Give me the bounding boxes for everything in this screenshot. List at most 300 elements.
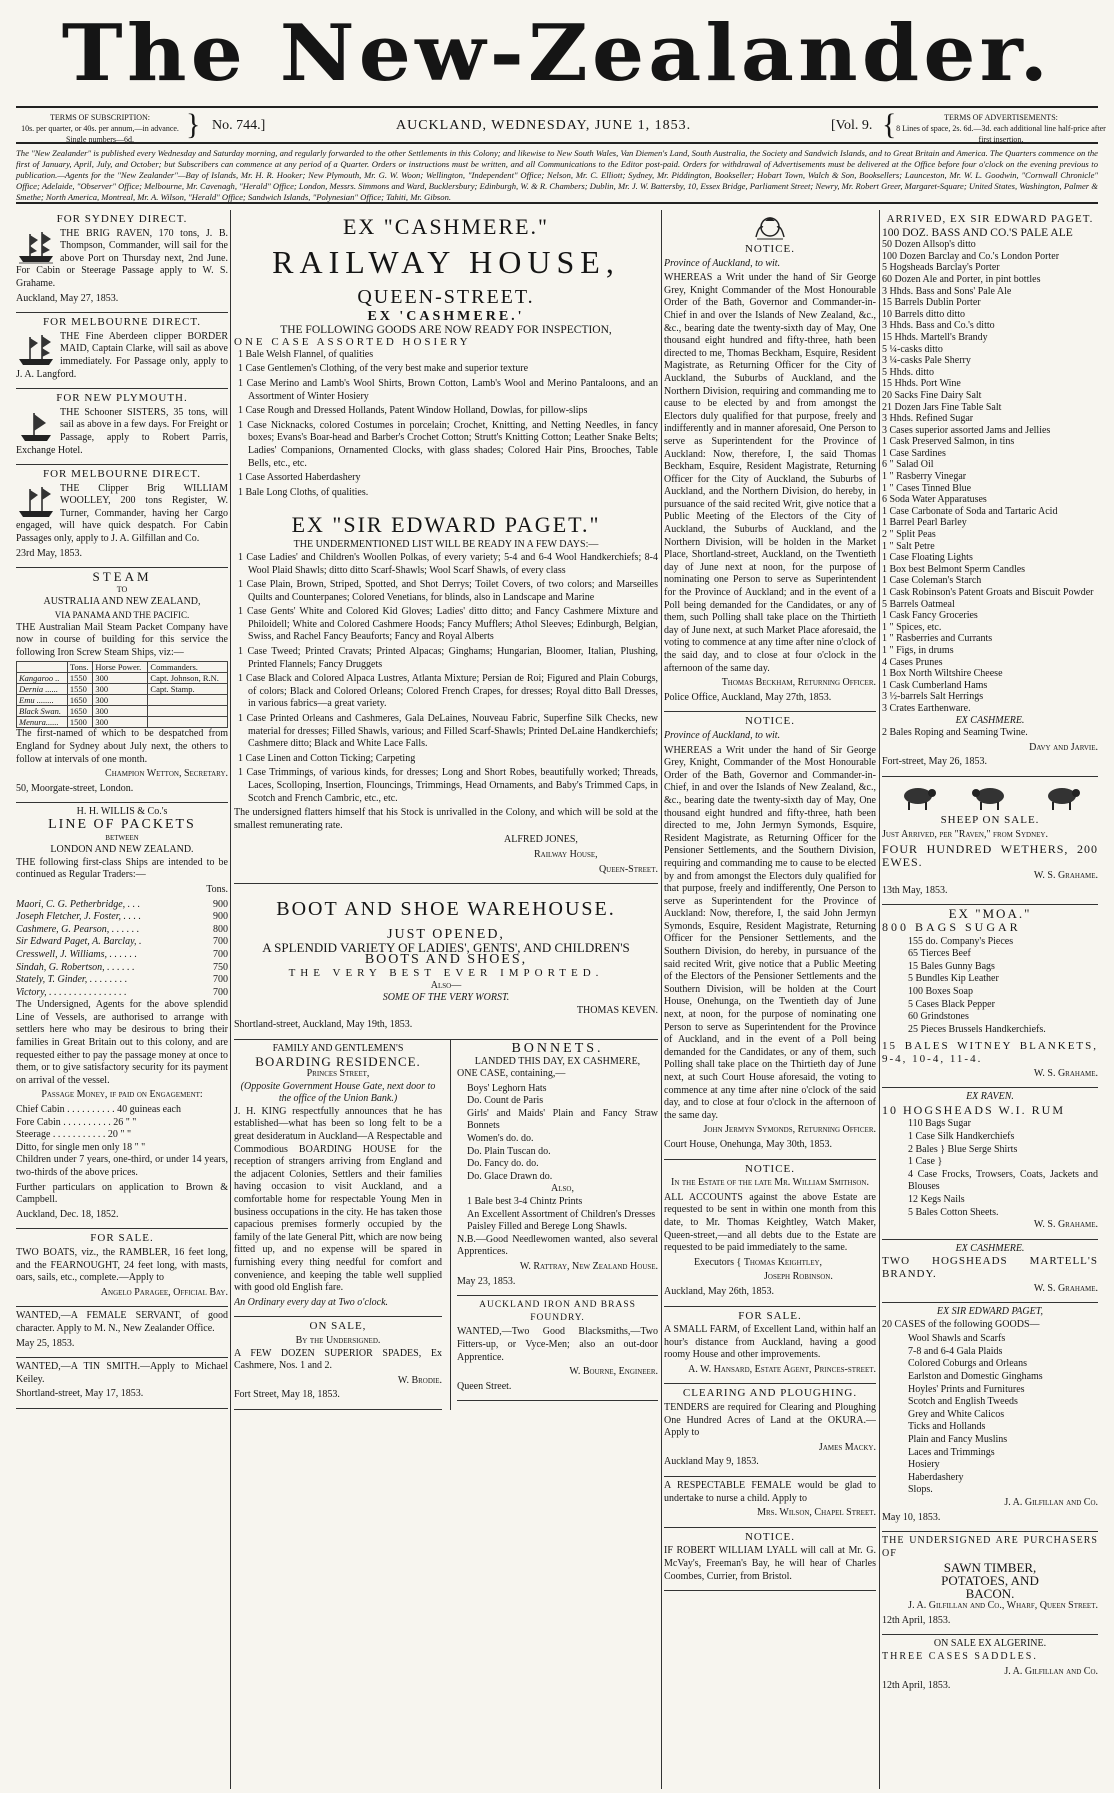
ad-notice-lyall	[664, 1528, 876, 1591]
ship-tons: 700	[213, 948, 228, 960]
list-item: Scotch and English Tweeds	[908, 1396, 1018, 1408]
ad-signature: Davy and Jarvie.	[1029, 741, 1098, 753]
ad-body: The undersigned flatters himself that his Stock is unrivalled in the Colony, and which will be sold at the smallest remunerating rate.	[234, 807, 658, 831]
ad-heading: FOR SYDNEY DIRECT.	[56, 213, 188, 225]
list-item: 60 Dozen Ale and Porter, in pint bottles	[882, 273, 1041, 285]
ad-body: THE Schooner SISTERS, 35 tons, will sail as above in a few days. For Freight or Passage, apply to Robert Parris, Exchange Hotel.	[16, 406, 228, 456]
royal-arms-icon	[753, 213, 787, 241]
ad-date: May 10, 1853.	[882, 1511, 941, 1523]
ad-signature: ALFRED JONES,	[504, 834, 578, 846]
ad-subheading: Just Arrived, per "Raven," from Sydney.	[882, 828, 1048, 840]
ad-heading: EX "MOA."	[948, 906, 1032, 922]
list-item: 1 Case Merino and Lamb's Wool Shirts, Brown Cotton, Lamb's Wool and Merino Pantaloons, and an Assortment of Winter Hosiery	[238, 377, 658, 402]
ad-date: Auckland, Dec. 18, 1852.	[16, 1208, 119, 1220]
ad-notice-symonds	[664, 712, 876, 1159]
list-item: Do. Glace Drawn do.	[467, 1170, 553, 1182]
ad-signature: J. A. Gilfillan and Co.	[1004, 1497, 1098, 1508]
list-item: 4 Case Frocks, Trowsers, Coats, Jackets and Blouses	[908, 1168, 1098, 1193]
ad-date: Shortland-street, Auckland, May 19th, 1853.	[234, 1019, 413, 1031]
ship-icon	[16, 230, 56, 264]
list-item	[16, 936, 228, 949]
list-item: 6 Soda Water Apparatuses	[882, 494, 987, 506]
advert-terms	[896, 112, 1106, 145]
list-item: 1 Case Assorted Haberdashery	[238, 472, 361, 484]
table-cell: Emu ........	[17, 695, 68, 706]
list-item: 5 Bales Cotton Sheets.	[908, 1206, 999, 1218]
list-item: 1 Case Ladies' and Children's Woollen Polkas, of every variety; 5-4 and 6-4 Wool Handkerchiefs; 8-4 Wool Plaid Shawls; ditto ditto Scarf-Shawls; Wool Scarf Shawls, of every class	[238, 551, 658, 576]
column-2-right	[450, 1040, 658, 1410]
list-item: 1 Case Rough and Dressed Hollands, Patent Window Holland, Dowlas, for pillow-slips	[238, 405, 588, 417]
list-item	[16, 974, 228, 987]
table-row	[17, 695, 228, 706]
ad-heading: QUEEN-STREET.	[357, 286, 535, 308]
ad-subheading: By the Undersigned.	[295, 1334, 381, 1346]
ad-date: May 25, 1853.	[16, 1337, 75, 1349]
list-item	[16, 962, 228, 975]
ad-subheading: Province of Auckland, to wit.	[664, 729, 781, 741]
table-header: Commanders.	[148, 662, 228, 673]
list-item: 1 Cask Fancy Groceries	[882, 610, 978, 622]
fare-list	[16, 1104, 228, 1154]
list-item: Slops.	[908, 1484, 933, 1496]
ad-timber	[882, 1532, 1098, 1635]
list-item: 10 Barrels ditto ditto	[882, 308, 966, 320]
ad-heading: LINE OF PACKETS	[48, 816, 196, 832]
list-item: 1 Case Black and Colored Alpaca Lustres, Atlanta Mixture; Persian de Roi; Figured and Plain Coburgs, of colors; Black and Colored Orleans; Colored French Crapes, for dresses; Royal ditto Ball Dresses, in various fabrics—a great variety.	[238, 673, 658, 710]
ad-heading: CLEARING AND PLOUGHING.	[682, 1387, 858, 1400]
ad-heading: ON SALE EX ALGERINE.	[933, 1638, 1047, 1650]
ad-signature: W. S. Grahame.	[1033, 1067, 1098, 1079]
subscription-head: TERMS OF SUBSCRIPTION:	[49, 113, 151, 122]
sheep-illustration	[882, 783, 1098, 811]
list-item: 50 Dozen Allsop's ditto	[882, 239, 976, 251]
ad-tin-smith	[16, 1358, 228, 1409]
ad-body: ONE CASE, containing,—	[457, 1068, 566, 1080]
ad-subheading: Passage Money, if paid on Engagement:	[41, 1089, 203, 1101]
ship-name: Cresswell, J. Williams, . . . . . .	[16, 948, 138, 960]
ad-signature: W. S. Grahame.	[1033, 1219, 1098, 1231]
ad-body: THE UNDERSIGNED ARE PURCHASERS OF	[882, 1535, 1098, 1559]
ad-body: SAWN TIMBER,	[943, 1560, 1037, 1576]
ad-signature: Thomas Keightley,	[743, 1256, 823, 1268]
ad-subheading: BOOTS AND SHOES,	[364, 952, 528, 968]
ship-icon	[16, 333, 56, 367]
list-item: Do. Fancy do. do.	[467, 1158, 539, 1170]
ad-nurse	[664, 1477, 876, 1528]
ship-list	[16, 899, 228, 1000]
list-item: 4 Cases Prunes	[882, 656, 943, 668]
ad-heading: FOR SALE.	[90, 1232, 154, 1245]
ad-notice-beckham	[664, 210, 876, 712]
ad-body: 15 BALES WITNEY BLANKETS, 9-4, 10-4, 11-4.	[882, 1040, 1098, 1065]
list-item: 2 Bales } Blue Serge Shirts	[908, 1143, 1018, 1155]
ad-body: Children under 7 years, one-third, or under 14 years, two-thirds of the above prices.	[16, 1154, 228, 1178]
ship-icon	[16, 409, 56, 443]
ad-body: TENDERS are required for Clearing and Ploughing One Hundred Acres of Land at the OKURA.—Apply to	[664, 1402, 876, 1439]
list-item: 15 Hhds. Port Wine	[882, 378, 961, 390]
column-2-lower	[234, 1040, 658, 1410]
goods-list	[234, 349, 658, 500]
brace-icon: }	[186, 108, 201, 141]
ship-name: Stately, T. Ginder, . . . . . . . .	[16, 974, 128, 986]
ad-subheading: THE FOLLOWING GOODS ARE NOW READY FOR INSPECTION,	[280, 323, 612, 336]
ad-heading: BONNETS.	[511, 1040, 604, 1056]
list-item: 1 Bale Welsh Flannel, of qualities	[238, 348, 374, 360]
ad-heading: RAILWAY HOUSE,	[272, 244, 620, 280]
ad-subheading: EX 'CASHMERE.'	[367, 309, 525, 324]
ad-subheading: EX CASHMERE.	[955, 714, 1025, 726]
ad-subheading: THE VERY BEST EVER IMPORTED.	[288, 966, 604, 979]
ad-date: May 23, 1853.	[457, 1275, 516, 1287]
sheep-icon	[898, 783, 938, 811]
ad-signature: Angelo Paragee, Official Bay.	[100, 1286, 228, 1298]
ad-heading: SHEEP ON SALE.	[940, 813, 1040, 826]
fleet-table	[16, 661, 228, 728]
ad-date: Shortland-street, May 17, 1853.	[16, 1388, 144, 1400]
sheep-icon	[1042, 783, 1082, 811]
table-cell: 1650	[67, 706, 92, 717]
ad-subheading: In the Estate of the late Mr. William Smithson.	[671, 1177, 869, 1189]
table-cell: Kangaroo ..	[17, 673, 68, 684]
ad-heading: FOR NEW PLYMOUTH.	[56, 392, 188, 405]
table-cell: Capt. Johnson, R.N.	[148, 673, 228, 684]
goods-list	[457, 1083, 658, 1234]
ship-tons: 700	[213, 986, 228, 998]
ad-heading: FAMILY AND GENTLEMEN'S	[272, 1042, 404, 1054]
ad-body: Further particulars on application to Brown & Campbell.	[16, 1181, 228, 1206]
ad-heading: EX "CASHMERE."	[342, 214, 550, 239]
ad-date: Queen Street.	[457, 1380, 512, 1392]
ad-date: Auckland, May 27, 1853.	[16, 292, 119, 304]
list-item: 1 Case Floating Lights	[882, 552, 973, 564]
ad-heading: TO	[116, 584, 128, 594]
ad-body: The Undersigned, Agents for the above splendid Line of Vessels, are authorised to arrange with settlers here who may be desirous to bring their families in Great Britain out to this colony, and are requested either to pay the passage money at once to them, or to give satisfactory security for its payment on arrival of the vessel.	[16, 999, 228, 1086]
ad-date: Fort Street, May 18, 1853.	[234, 1389, 340, 1401]
list-item: 1 Case Printed Orleans and Cashmeres, Gala DeLaines, Nouveau Fabric, Superfine Silk Checks, new material for dresses; Filled Shawls, various; and Filled Scarf-Shawls; Printed DeLaine Handkerchiefs; Cashmere ditto; Black and White Lace Falls.	[238, 713, 658, 750]
ad-date: 12th April, 1853.	[882, 1614, 951, 1626]
list-item: 1 Case Gents' White and Colored Kid Gloves; Ladies' ditto ditto; and Fancy Cashmere Mixture and Philoidell; White and Colored Cashmere Hoods; Fancy Mufflers; Athol Sleeves; Edinburgh, Belgian, Swiss, and Rachel Fancy Beauforts; Fancy and Royal Alberts	[238, 606, 658, 643]
ship-name: Maori, C. G. Petherbridge, . . .	[16, 898, 141, 910]
ad-new-plymouth	[16, 389, 228, 465]
ad-signature: John Jermyn Symonds, Returning Officer.	[703, 1124, 876, 1136]
ad-signature: Mrs. Wilson, Chapel Street.	[757, 1507, 876, 1519]
table-cell	[148, 706, 228, 717]
list-item: 155 do. Company's Pieces	[908, 935, 1014, 947]
ad-saddles	[882, 1635, 1098, 1699]
ad-martell-brandy	[882, 1240, 1098, 1303]
advert-text: 8 Lines of space, 2s. 6d.—3d. each additional line half-price after first insertion.	[896, 124, 1106, 144]
ad-heading: BOOT AND SHOE WAREHOUSE.	[276, 898, 616, 921]
column-rule	[230, 210, 231, 1789]
column-2	[234, 210, 658, 1789]
ad-subheading: 800 BAGS SUGAR	[882, 920, 1021, 935]
ad-signature: W. Bourne, Engineer.	[569, 1366, 658, 1378]
ad-signature: Railway House,	[534, 848, 598, 860]
goods-list	[882, 1333, 1098, 1497]
ad-subheading: JUST OPENED,	[387, 927, 505, 943]
list-item: 1 Box best Belmont Sperm Candles	[882, 563, 1026, 575]
table-cell: 300	[93, 706, 148, 717]
list-item: Boys' Leghorn Hats	[467, 1082, 547, 1094]
ad-body: THE Fine Aberdeen clipper BORDER MAID, Captain Clarke, will sail as above immediately. For Passage only, apply to J. A. Langford.	[16, 330, 228, 380]
ad-boarding-residence	[234, 1040, 442, 1317]
list-item: 1 Cask Preserved Salmon, in tins	[882, 436, 1015, 448]
ad-date: Auckland May 9, 1853.	[664, 1456, 759, 1468]
ad-steam	[16, 568, 228, 803]
ship-tons: 800	[213, 923, 228, 935]
ship-name: Cashmere, G. Pearson, . . . . . .	[16, 923, 140, 935]
ship-name: Joseph Fletcher, J. Foster, . . . .	[16, 911, 141, 923]
ad-signature: W. Brodie.	[397, 1374, 442, 1386]
ad-heading: FOR MELBOURNE DIRECT.	[43, 316, 201, 329]
ad-subheading: LANDED THIS DAY, EX CASHMERE,	[474, 1055, 641, 1067]
ad-body: An Ordinary every day at Two o'clock.	[234, 1296, 389, 1308]
ad-body: Also—	[430, 979, 462, 991]
list-item: 12 Kegs Nails	[908, 1193, 965, 1205]
ad-heading: NOTICE.	[744, 1530, 796, 1543]
sheep-icon	[970, 783, 1010, 811]
ad-heading: NOTICE.	[744, 1162, 796, 1175]
list-item: 3 Hhds. Bass and Sons' Pale Ale	[882, 285, 1012, 297]
list-item: 5 Hhds. ditto	[882, 366, 934, 378]
list-item: 1 Bale best 3-4 Chintz Prints	[467, 1196, 583, 1208]
table-cell	[148, 695, 228, 706]
ad-ex-raven	[882, 1088, 1098, 1240]
list-item: 5 Bundles Kip Leather	[908, 973, 999, 985]
list-item: An Excellent Assortment of Children's Dresses	[467, 1208, 656, 1220]
masthead-title: The New-Zealander.	[61, 8, 1053, 99]
ad-body: THE BRIG RAVEN, 170 tons, J. B. Thompson, Commander, will sail for the above Port on Thursday next, 2nd June. For Cabin or Steerage Passage apply to W. S. Grahame.	[16, 227, 228, 289]
list-item: Ditto, for single men only 18 " "	[16, 1141, 146, 1153]
ad-date: Fort-street, May 26, 1853.	[882, 756, 987, 768]
ad-notice-smithson: NOTICE. In the Estate of the late Mr. William Smithson. ALL ACCOUNTS against the above Estate are requested to be sent in within one month from this date, to Mr. Thomas Keightley, Watch Maker, Queen-street,—and all debts due to the Estate are requested to be paid immediately to the same. Executors { Thomas Keightley, Joseph Robinson. Auckland, May 26th, 1853.	[664, 1160, 876, 1307]
list-item: 5 Barrels Oatmeal	[882, 598, 955, 610]
brace-icon: {	[882, 108, 897, 141]
list-item: 6 " Salad Oil	[882, 459, 934, 471]
ad-date: Court House, Onehunga, May 30th, 1853.	[664, 1138, 833, 1150]
ad-bonnets	[457, 1040, 658, 1296]
list-item: 3 Cases superior assorted Jams and Jellies	[882, 424, 1051, 436]
ad-subheading: THE UNDERMENTIONED LIST WILL BE READY IN A FEW DAYS:—	[293, 539, 599, 551]
ship-tons: 900	[213, 911, 228, 923]
table-header: Tons.	[67, 662, 92, 673]
list-item: 3 Crates Earthenware.	[882, 702, 971, 714]
list-item: Ticks and Hollands	[908, 1421, 986, 1433]
list-item: 1 Case Linen and Cotton Ticking; Carpeting	[238, 752, 416, 764]
ad-body: THREE CASES SADDLES.	[882, 1650, 1038, 1662]
ad-subheading: ONE CASE ASSORTED HOSIERY	[234, 336, 471, 349]
ship-tons: 900	[213, 898, 228, 910]
ad-sydney	[16, 210, 228, 313]
ad-heading: EX SIR EDWARD PAGET,	[936, 1306, 1044, 1318]
list-item: 21 Dozen Jars Fine Table Salt	[882, 401, 1002, 413]
ship-name: Sir Edward Paget, A. Barclay, .	[16, 936, 142, 948]
ad-subheading: Princes Street,	[306, 1068, 370, 1080]
list-item: 20 Sacks Fine Dairy Salt	[882, 389, 982, 401]
subscription-text: 10s. per quarter, or 40s. per annum,—in advance. Single numbers—6d.	[21, 124, 179, 144]
ad-arrived-paget	[882, 210, 1098, 777]
masthead	[0, 6, 1114, 102]
list-item: Steerage . . . . . . . . . . . 20 " "	[16, 1129, 132, 1141]
list-item: Chief Cabin . . . . . . . . . . 40 guineas each	[16, 1104, 181, 1116]
list-item: 5 Cases Black Pepper	[908, 998, 995, 1010]
ad-body: The first-named of which to be despatched from England for Sydney about July next, the others to follow at intervals of one month.	[16, 728, 228, 765]
ad-date: 23rd May, 1853.	[16, 547, 83, 559]
ad-body: WHEREAS a Writ under the hand of Sir George Grey, Knight, Commander of the Most Honourable Order of the Bath, Governor and Commander-in-Chief, in and over the Islands of New Zealand, &c., &c., bearing date the twenty-sixth day of May, One thousand eight hundred and fifty-three, hath been directed to me, John Jermyn Symonds, Esquire, Resident Magistrate, as Returning Officer for the Pensioner Settlements, and the Southern Division, requiring and commanding me to cause to be elected by and from amongst the Electors duly qualified for that purpose, freely and indifferently, One Person to serve as Superintendent for the Province of Auckland: Now, therefore, I, the said John Jermyn Symonds, Esquire, Resident Magistrate, Returning Officer for the Pensioner Settlements, and the Southern Division, do hereby, in pursuance of the said recited Writ, give notice that a Public Meeting of the Electors of the Pensioner Settlements and the Southern Division, will be holden at the Court House, Onehunga, on the Twentieth day of June next, at noon, for the purpose of nominating one Person to serve as Superintendent for the Province of Auckland, and in the event of a Poll being demanded for the Candidates, or any of them, such Polling shall take place on the Thirtieth day of June next, at such Court House aforesaid, the voting to commence at any time after nine o'clock of the said day, and to close at four o'clock in the afternoon of the same day.	[664, 744, 876, 1121]
ad-heading: AUSTRALIA AND NEW ZEALAND,	[43, 596, 201, 608]
list-item: 1 Case Carbonate of Soda and Tartaric Acid	[882, 505, 1058, 517]
list-item: 1 Case Plain, Brown, Striped, Spotted, and Shot Derrys; Toilet Covers, of two colors; and Marseilles Quilts and Counterpanes; Colored Venetians, for blinds, also in Landscape and Marine	[238, 579, 658, 603]
list-item: 1 " Cases Tinned Blue	[882, 482, 972, 494]
ad-signature: Thomas Beckham, Returning Officer.	[721, 677, 876, 689]
ad-date: 12th April, 1853.	[882, 1680, 951, 1692]
ad-body: A RESPECTABLE FEMALE would be glad to undertake to nurse a child. Apply to	[664, 1480, 876, 1504]
ad-body: BACON.	[965, 1585, 1015, 1601]
ad-willis-packets	[16, 803, 228, 1229]
list-item: 1 " Figs, in drums	[882, 644, 954, 656]
ad-date: Auckland, May 26th, 1853.	[664, 1285, 774, 1297]
list-item: 65 Tierces Beef	[908, 948, 971, 960]
table-cell: 1500	[67, 717, 92, 728]
column-rule	[879, 210, 880, 1789]
table-cell: 300	[93, 717, 148, 728]
list-item: 1 Case Coleman's Starch	[882, 575, 982, 587]
list-item: 3 Hhds. Refined Sugar	[882, 413, 974, 425]
goods-list	[234, 552, 658, 805]
list-item: Plain and Fancy Muslins	[908, 1434, 1008, 1446]
ad-signature: W. S. Grahame.	[1033, 870, 1098, 882]
list-item	[16, 924, 228, 937]
list-item	[16, 987, 228, 1000]
ad-heading: H. H. WILLIS & Co.'s	[76, 806, 168, 818]
table-cell: 300	[93, 684, 148, 695]
list-item: Also,	[551, 1183, 574, 1195]
list-item: Do. Plain Tuscan do.	[467, 1145, 551, 1157]
ad-body: WANTED,—Two Good Blacksmiths,—Two Fitters-up, or Vyce-Men; also an out-door Apprentice.	[457, 1326, 658, 1363]
list-item: 1 " Rasberries and Currants	[882, 633, 993, 645]
list-item: Grey and White Calicos	[908, 1408, 1005, 1420]
list-item: Hoyles' Prints and Furnitures	[908, 1383, 1025, 1395]
ad-body: FOUR HUNDRED WETHERS, 200 EWES.	[882, 842, 1098, 869]
list-item: Hosiery	[908, 1459, 940, 1471]
ship-name: Sindah, G. Robertson, . . . . . .	[16, 961, 135, 973]
ad-foundry	[457, 1296, 658, 1401]
table-cell: 1650	[67, 695, 92, 706]
ad-signature: Joseph Robinson.	[764, 1271, 833, 1283]
list-item: 1 " Rasberry Vinegar	[882, 471, 967, 483]
ad-body: THE Australian Mail Steam Packet Company have now in course of building for this service the following Iron Screw Steam Ships, viz:—	[16, 621, 228, 658]
list-item	[16, 899, 228, 912]
ad-boot-shoe-warehouse	[234, 884, 658, 1040]
table-row	[17, 706, 228, 717]
ad-heading: AUCKLAND IRON AND BRASS FOUNDRY.	[479, 1300, 636, 1323]
list-item: Women's do. do.	[467, 1133, 534, 1145]
list-item: Haberdashery	[908, 1471, 964, 1483]
subscription-terms	[20, 112, 180, 145]
list-item: 2 " Split Peas	[882, 529, 936, 541]
list-item: Fore Cabin . . . . . . . . . . 26 " "	[16, 1116, 137, 1128]
ad-subheading: Province of Auckland, to wit.	[664, 257, 781, 269]
ad-label: Executors	[694, 1256, 734, 1268]
goods-list	[882, 228, 1098, 715]
ad-heading: BOARDING RESIDENCE.	[255, 1053, 421, 1069]
list-item: 1 Case Trimmings, of various kinds, for dresses; Long and Short Robes, beautifully worked; Threads, Laces, Scolloping, Insertion, Flouncings, Trimmings, Head Ornaments, and Baby's Trimmed Caps, in Scotch and French Cambric, etc., etc.	[238, 767, 658, 804]
table-cell: Menura......	[17, 717, 68, 728]
ad-heading: VIA PANAMA AND THE PACIFIC.	[54, 610, 190, 621]
list-item: 60 Grindstones	[908, 1011, 969, 1023]
ship-name: Victory, . . . . . . . . . . . . . . . .	[16, 986, 127, 998]
list-item: 5 ¼-casks ditto	[882, 343, 943, 355]
goods-list	[882, 936, 1098, 1037]
ad-body: WANTED,—A FEMALE SERVANT, of good character. Apply to M. N., New Zealander Office.	[16, 1310, 228, 1334]
table-cell: 1550	[67, 673, 92, 684]
list-item: Colored Coburgs and Orleans	[908, 1358, 1027, 1370]
list-item: Girls' and Maids' Plain and Fancy Straw Bonnets	[467, 1107, 658, 1132]
ad-body: A SMALL FARM, of Excellent Land, within half an hour's distance from Auckland, having a good roomy House and other improvements.	[664, 1324, 876, 1361]
ship-tons: 750	[213, 961, 228, 973]
list-item: 5 Hogsheads Barclay's Porter	[882, 262, 1000, 274]
ad-heading: EX "SIR EDWARD PAGET."	[291, 512, 601, 538]
list-item: 1 " Salt Petre	[882, 540, 935, 552]
ad-heading: EX RAVEN.	[966, 1091, 1014, 1103]
table-cell: 1550	[67, 684, 92, 695]
list-item: 1 Case Nicknacks, colored Costumes in porcelain; Crochet, Knitting, and Netting Needles, in fancy boxes; Evans's Boar-head and Barber's Crochet Cotton; Strutt's Knitting Cotton; Leather Snake Belts; Ladies' Companions, Ornamented Clocks, with glass shades; Colored Hair Pins, Brooches, Table Bells, etc., etc.	[238, 419, 658, 469]
ad-paget-goods	[882, 1303, 1098, 1532]
column-2-left	[234, 1040, 442, 1410]
ad-heading: FOR MELBOURNE DIRECT.	[43, 468, 201, 481]
ad-body: TWO BOATS, viz., the RAMBLER, 16 feet long, and the FEARNOUGHT, 24 feet long, with masts, oars, sails, etc., complete.—Apply to	[16, 1246, 228, 1284]
ad-signature: A. W. Hansard, Estate Agent, Princes-street.	[688, 1363, 876, 1375]
list-item: Laces and Trimmings	[908, 1446, 995, 1458]
ship-icon	[16, 485, 56, 519]
table-header-row	[17, 662, 228, 673]
ad-female-servant	[16, 1307, 228, 1358]
ad-body: WHEREAS a Writ under the hand of Sir George Grey, Knight Commander of the Most Honourable Order of the Bath, Governor and Commander-in-Chief in and over the Islands of New Zealand, &c., &c., bearing date the twenty-sixth day of May, One thousand eight hundred and fifty-three, hath been directed to me, Thomas Beckham, Esquire, Resident Magistrate, as Returning Officer for the City of Auckland, the Suburbs of Auckland, and the Northern Division, requiring and commanding me to cause to be elected by and from amongst the Electors duly qualified for that purpose, freely and indifferently and in manner aforesaid, One Person to serve as Superintendent for the Province of Auckland: Now, therefore, I, the said Thomas Beckham, Esquire, Resident Magistrate, Returning Officer for the City of Auckland, the Suburbs of Auckland, and the Northern Division, do hereby, in pursuance of the said recited Writ, give notice that a Public Meeting of the Electors of the City of Auckland, the Suburbs of Auckland, and the Northern Division, will be holden in the Market Place, Shortland-street, Auckland, on the Twentieth day of June next at noon, for the purpose of nominating one Person to serve as Superintendent for the Province of Auckland; and in the event of a Poll being demanded for the Candidates, or any of them, such Polling shall take place on the Thirtieth day of June next, at such Market Place aforesaid, the voting to commence at any time after nine o'clock of the said day, and to close at four o'clock in the afternoon of the same day.	[664, 272, 876, 674]
ad-body: A FEW DOZEN SUPERIOR SPADES, Ex Cashmere, Nos. 1 and 2.	[234, 1347, 442, 1372]
list-item: 1 Bale Long Cloths, of qualities.	[238, 486, 369, 498]
ad-body: J. H. KING respectfully announces that he has established—what has been so long felt to be a great desideratum in Auckland—A Respectable and Commodious BOARDING HOUSE for the reception of strangers arriving from England and the adjacent Colonies, Settlers and their families having occasion to visit Auckland, and a comfortable home for respectable Young Men in business occupations in the city. He has taken those capacious premises formerly occupied by the family of the late General Pitt, which are now being fitted up, and no expense will be spared in furnishing every thing needful for comfort and convenience, and keeping the table well supplied with good old English fare.	[234, 1105, 442, 1294]
table-row	[17, 673, 228, 684]
list-item: 1 Case Sardines	[882, 447, 946, 459]
list-item: 1 Box North Wiltshire Cheese	[882, 668, 1003, 680]
table-cell: Black Swan.	[17, 706, 68, 717]
ad-body: WANTED,—A TIN SMITH.—Apply to Michael Keiley.	[16, 1361, 228, 1385]
ad-signature: James Macky.	[818, 1441, 876, 1453]
ad-subheading: (Opposite Government House Gate, next door to the office of the Union Bank.)	[240, 1080, 436, 1105]
list-item: 100 DOZ. BASS AND CO.'S PALE ALE	[882, 227, 1073, 239]
table-row	[17, 717, 228, 728]
ad-subheading: 20 CASES of the following GOODS—	[882, 1318, 1040, 1330]
table-cell: 300	[93, 695, 148, 706]
ad-heading: EX CASHMERE.	[955, 1242, 1025, 1254]
column-4	[882, 210, 1098, 1789]
ad-heading: FOR SALE.	[738, 1309, 802, 1322]
volume-number: [Vol. 9.	[831, 118, 873, 133]
ad-heading: STEAM	[92, 569, 152, 585]
ad-heading: LONDON AND NEW ZEALAND.	[50, 844, 194, 856]
ad-melbourne-1	[16, 313, 228, 389]
column-3	[664, 210, 876, 1789]
dateline	[16, 106, 1106, 144]
list-item: 1 Case Gentlemen's Clothing, of the very best make and superior texture	[238, 363, 529, 375]
ad-melbourne-2	[16, 465, 228, 568]
list-item: Do. Count de Paris	[467, 1095, 544, 1107]
ad-signature: Champion Wetton, Secretary.	[105, 768, 228, 780]
list-item: 1 Case Tweed; Printed Cravats; Printed Alpacas; Ginghams; Hungarian, Bloomer, Italian, Plushing, Printed Flannels; Fancy Druggets	[238, 646, 658, 670]
issue-number: No. 744.]	[212, 118, 266, 133]
ad-label: Tons.	[206, 883, 228, 895]
ad-heading: BETWEEN	[105, 833, 139, 842]
